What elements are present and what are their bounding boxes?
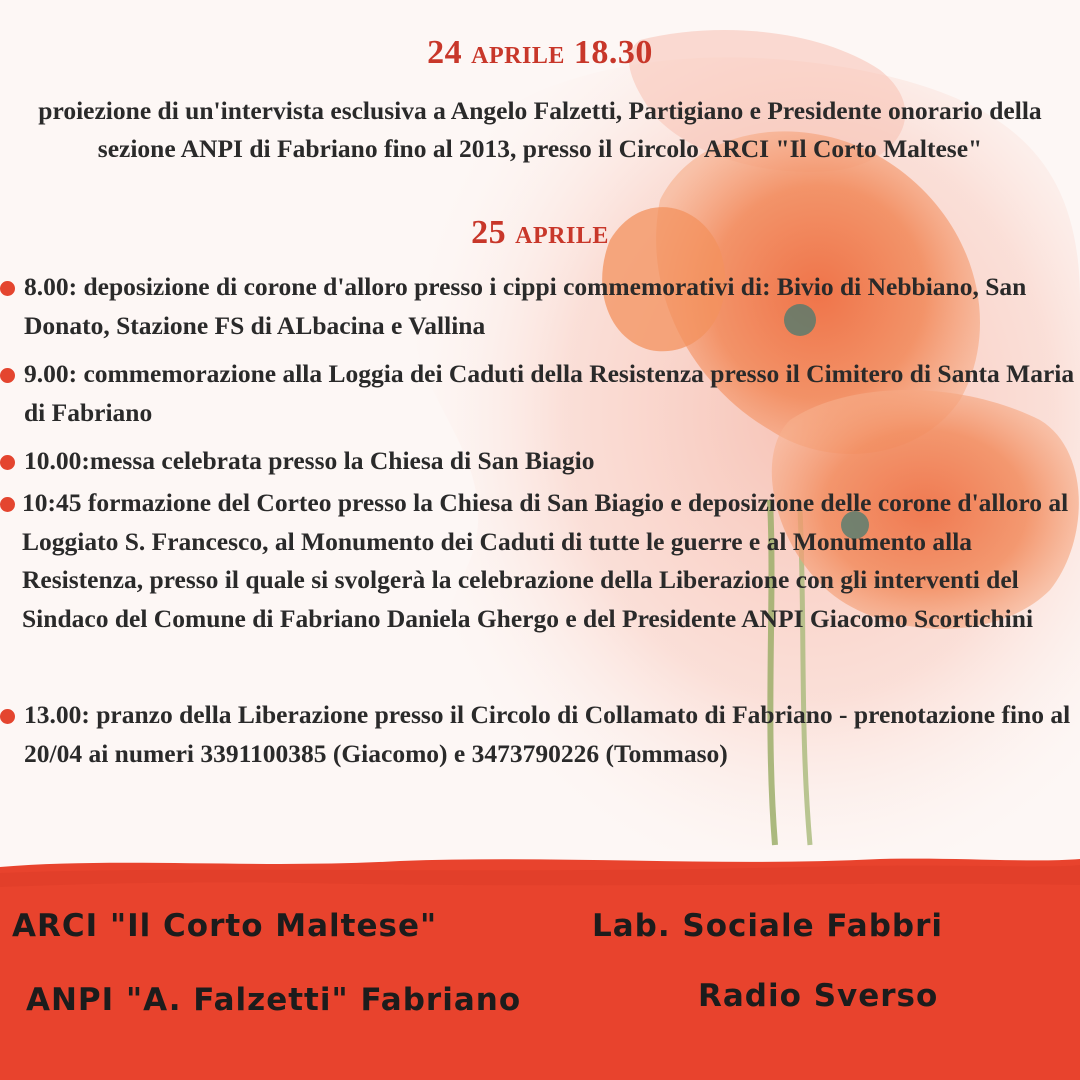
bullet-icon — [0, 709, 15, 724]
organizer-lab-sociale: Lab. Sociale Fabbri — [592, 908, 943, 944]
date-heading-24-april: 24 aprile 18.30 — [427, 34, 653, 71]
program-item — [0, 355, 1075, 432]
bullet-icon — [0, 368, 15, 383]
program-item-text: 8.00: deposizione di corone d'alloro presso i cippi commemorativi di: Bivio di Nebbiano, San Donato, Stazione FS di ALbacina e Vallina — [24, 272, 1027, 340]
bullet-icon — [0, 281, 15, 296]
organizer-radio: Radio Sverso — [698, 978, 939, 1014]
bullet-icon — [0, 455, 15, 470]
program-item-text: 10.00:messa celebrata presso la Chiesa di San Biagio — [24, 446, 595, 475]
program-item — [0, 268, 1075, 345]
organizers-banner-background — [0, 855, 1080, 1080]
program-item — [0, 696, 1075, 773]
organizer-arci: ARCI "Il Corto Maltese" — [12, 908, 438, 944]
program-item — [0, 442, 1075, 481]
program-item-text: 10:45 formazione del Corteo presso la Chiesa di San Biagio e deposizione delle corone d'alloro al Loggiato S. Francesco, al Monumento dei Caduti di tutte le guerre e al Monumento alla Resistenza, presso il quale si svolgerà la celebrazione della Liberazione con gli interventi del Sindaco del Comune di Fabriano Daniela Ghergo e del Presidente ANPI Giacomo Scortichini — [22, 488, 1069, 633]
organizer-anpi: ANPI "A. Falzetti" Fabriano — [26, 982, 522, 1018]
program-item-text: 9.00: commemorazione alla Loggia dei Caduti della Resistenza presso il Cimitero di Santa Maria di Fabriano — [24, 359, 1075, 427]
bullet-icon — [0, 497, 15, 512]
program-item-text: 13.00: pranzo della Liberazione presso il Circolo di Collamato di Fabriano - prenotazione fino al 20/04 ai numeri 3391100385 (Giacomo) e 3473790226 (Tommaso) — [24, 700, 1071, 768]
date-heading-25-april: 25 aprile — [471, 214, 609, 251]
intro-paragraph: proiezione di un'intervista esclusiva a Angelo Falzetti, Partigiano e Presidente onorario della sezione ANPI di Fabriano fino al 2013, presso il Circolo ARCI "Il Corto Maltese" — [38, 96, 1042, 163]
program-item — [0, 484, 1075, 638]
